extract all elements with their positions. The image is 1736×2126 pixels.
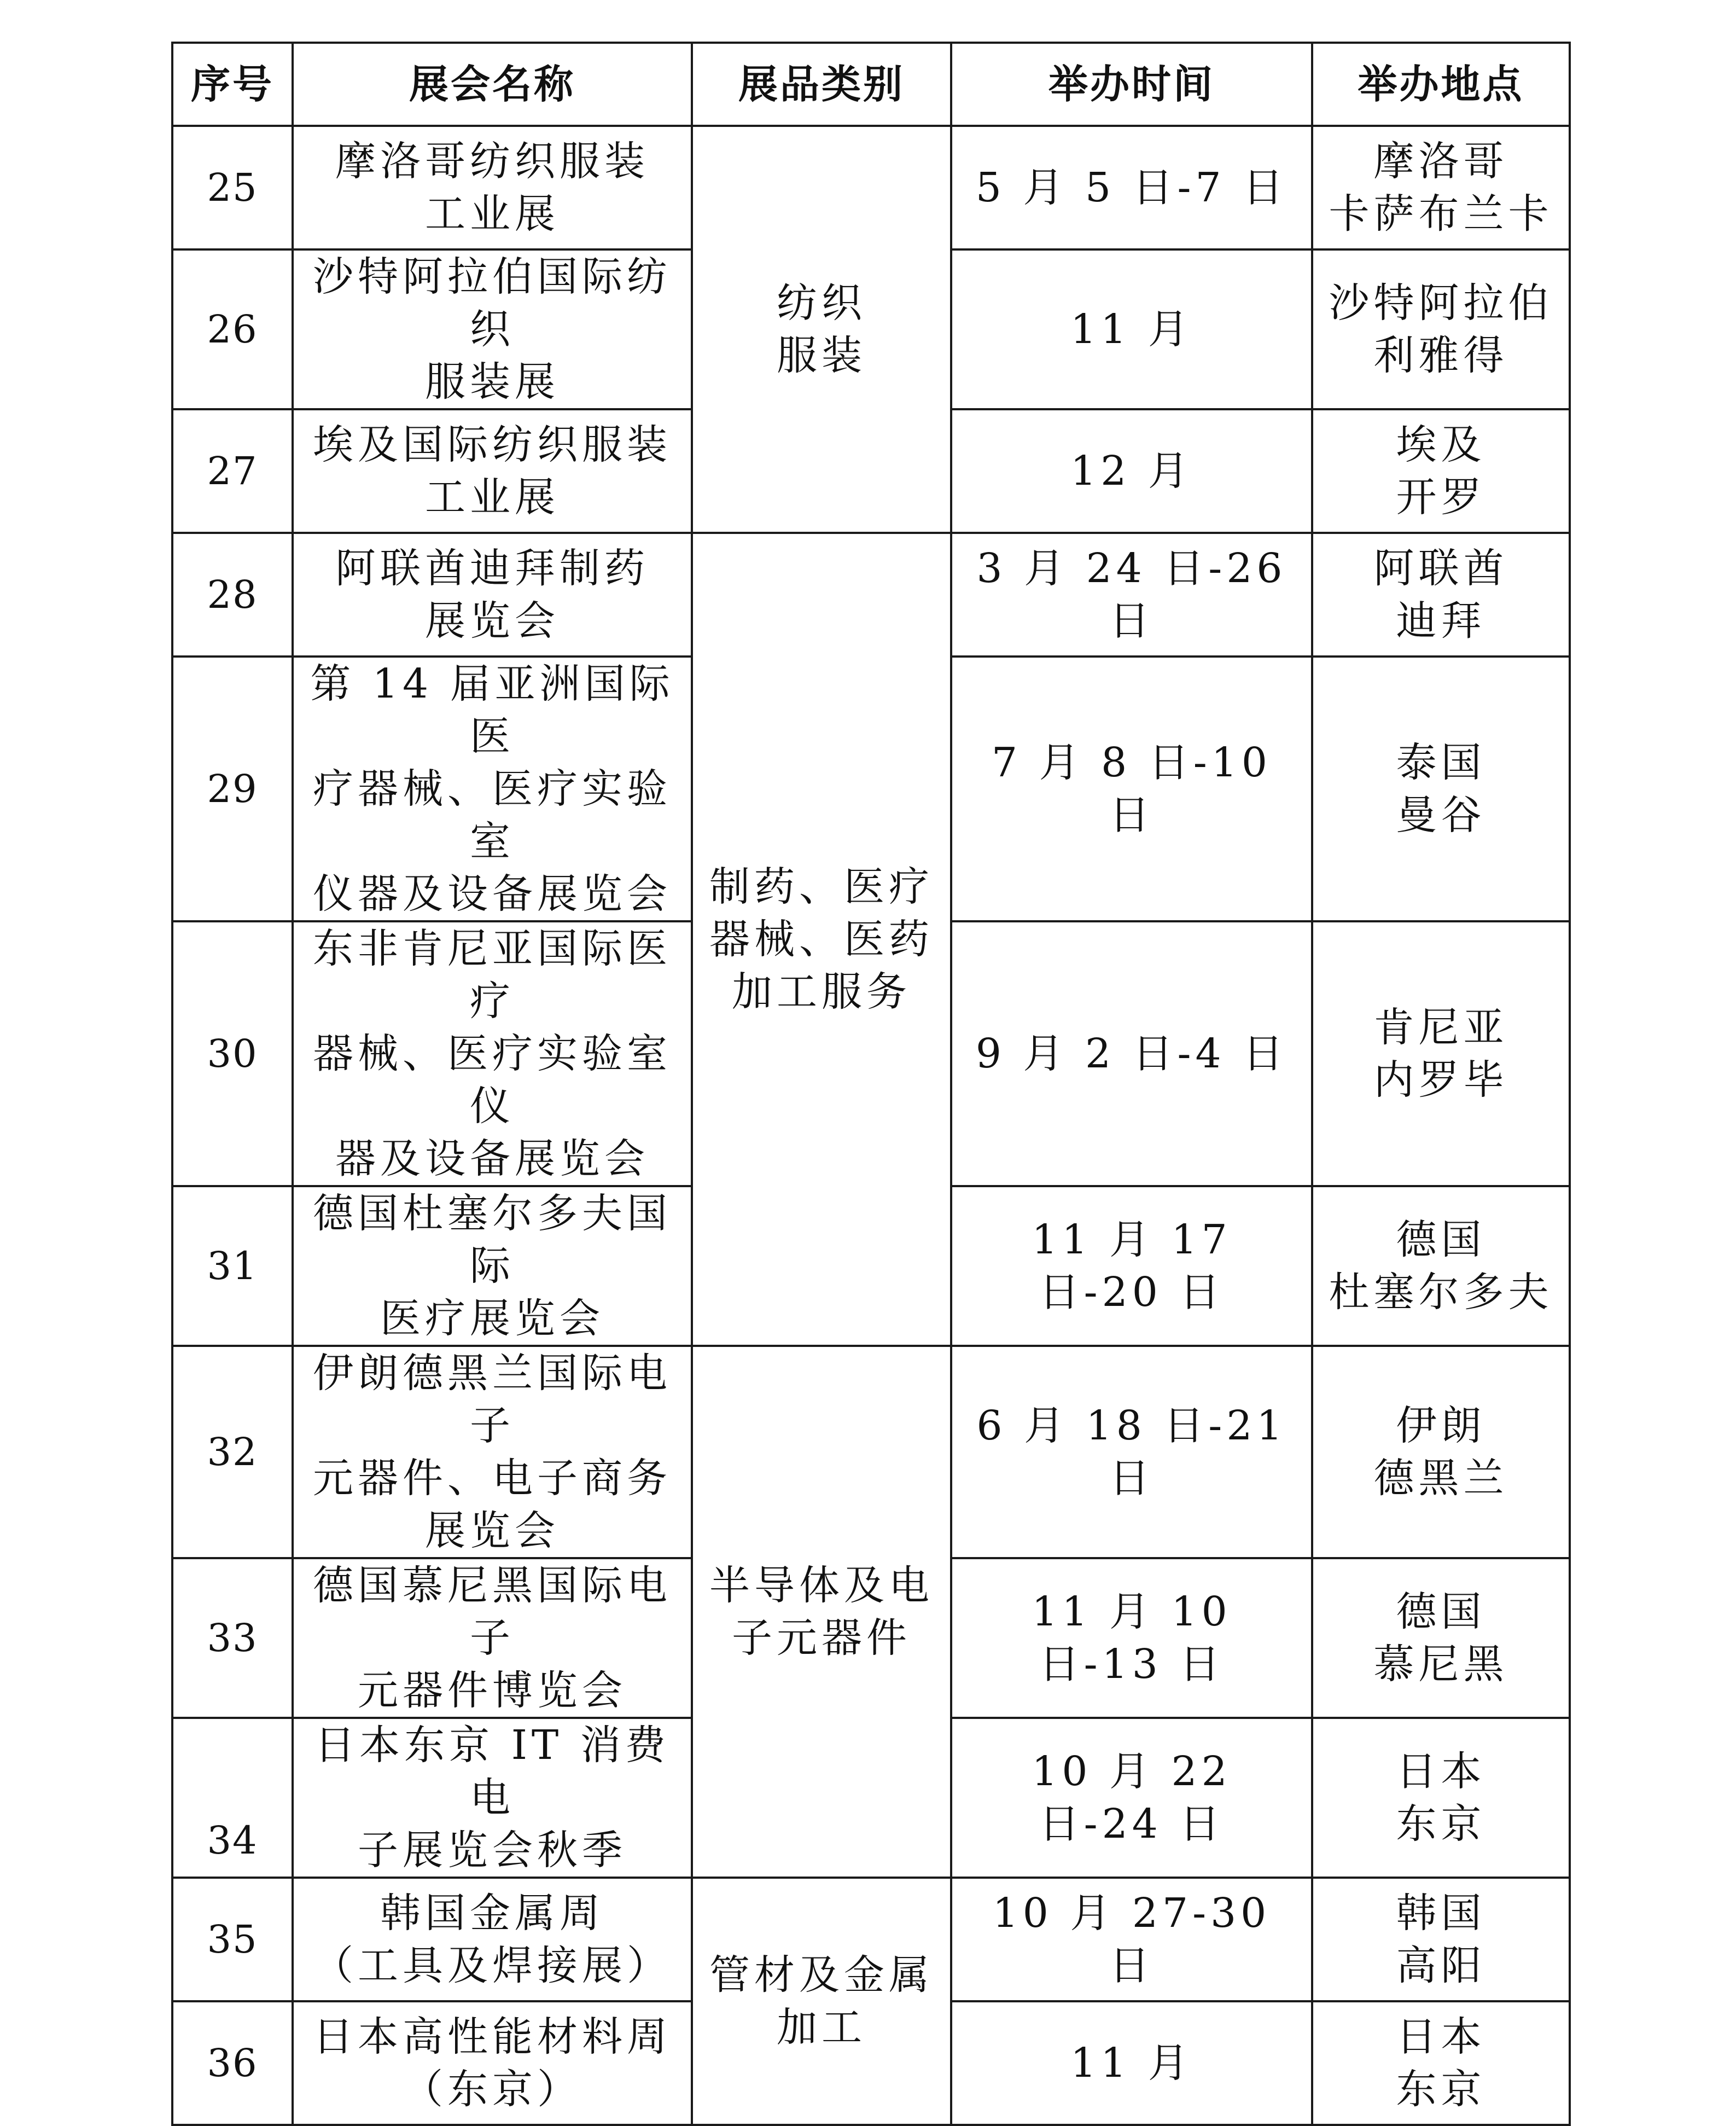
row-number: 32 xyxy=(172,1346,293,1558)
exhibition-location: 韩国 高阳 xyxy=(1312,1878,1570,2001)
row-number: 36 xyxy=(172,2001,293,2125)
exhibition-location: 日本 东京 xyxy=(1312,2001,1570,2125)
table-row xyxy=(172,126,1570,249)
exhibition-location: 日本 东京 xyxy=(1312,1718,1570,1878)
header-location: 举办地点 xyxy=(1312,43,1570,126)
row-number: 28 xyxy=(172,533,293,657)
row-number: 25 xyxy=(172,126,293,249)
exhibition-name: 摩洛哥纺织服装 工业展 xyxy=(293,126,692,249)
row-number: 34 xyxy=(172,1718,293,1878)
category-cell: 纺织 服装 xyxy=(692,126,951,533)
exhibition-time: 11 月 10 日-13 日 xyxy=(951,1558,1312,1718)
exhibition-location: 沙特阿拉伯 利雅得 xyxy=(1312,249,1570,409)
exhibition-name: 德国慕尼黑国际电子 元器件博览会 xyxy=(293,1558,692,1718)
exhibition-location: 德国 慕尼黑 xyxy=(1312,1558,1570,1718)
exhibition-time: 7 月 8 日-10 日 xyxy=(951,657,1312,921)
exhibition-time: 10 月 27-30 日 xyxy=(951,1878,1312,2001)
exhibition-location: 泰国 曼谷 xyxy=(1312,657,1570,921)
table-row xyxy=(172,1346,1570,1558)
table-row xyxy=(172,533,1570,657)
header-exhibition-name: 展会名称 xyxy=(293,43,692,126)
exhibition-time: 5 月 5 日-7 日 xyxy=(951,126,1312,249)
row-number: 29 xyxy=(172,657,293,921)
row-number: 30 xyxy=(172,921,293,1186)
exhibition-name: 德国杜塞尔多夫国际 医疗展览会 xyxy=(293,1186,692,1346)
exhibition-time: 11 月 17 日-20 日 xyxy=(951,1186,1312,1346)
exhibition-time: 3 月 24 日-26 日 xyxy=(951,533,1312,657)
header-time: 举办时间 xyxy=(951,43,1312,126)
exhibition-table xyxy=(171,42,1571,2126)
exhibition-time: 12 月 xyxy=(951,409,1312,533)
exhibition-location: 伊朗 德黑兰 xyxy=(1312,1346,1570,1558)
exhibition-name: 日本东京 IT 消费电 子展览会秋季 xyxy=(293,1718,692,1878)
category-cell: 制药、医疗 器械、医药 加工服务 xyxy=(692,533,951,1346)
exhibition-name: 东非肯尼亚国际医疗 器械、医疗实验室仪 器及设备展览会 xyxy=(293,921,692,1186)
exhibition-name: 阿联酋迪拜制药 展览会 xyxy=(293,533,692,657)
table-header-row xyxy=(172,43,1570,126)
category-cell: 半导体及电 子元器件 xyxy=(692,1346,951,1878)
exhibition-name: 第 14 届亚洲国际医 疗器械、医疗实验室 仪器及设备展览会 xyxy=(293,657,692,921)
exhibition-time: 10 月 22 日-24 日 xyxy=(951,1718,1312,1878)
exhibition-time: 9 月 2 日-4 日 xyxy=(951,921,1312,1186)
category-cell: 管材及金属 加工 xyxy=(692,1878,951,2125)
row-number: 27 xyxy=(172,409,293,533)
exhibition-name: 日本高性能材料周 （东京） xyxy=(293,2001,692,2125)
exhibition-name: 沙特阿拉伯国际纺织 服装展 xyxy=(293,249,692,409)
exhibition-location: 德国 杜塞尔多夫 xyxy=(1312,1186,1570,1346)
exhibition-name: 伊朗德黑兰国际电子 元器件、电子商务 展览会 xyxy=(293,1346,692,1558)
table-row xyxy=(172,1878,1570,2001)
exhibition-location: 埃及 开罗 xyxy=(1312,409,1570,533)
row-number: 26 xyxy=(172,249,293,409)
exhibition-location: 摩洛哥 卡萨布兰卡 xyxy=(1312,126,1570,249)
exhibition-name: 埃及国际纺织服装 工业展 xyxy=(293,409,692,533)
row-number: 35 xyxy=(172,1878,293,2001)
exhibition-location: 阿联酋 迪拜 xyxy=(1312,533,1570,657)
row-number: 33 xyxy=(172,1558,293,1718)
exhibition-time: 6 月 18 日-21 日 xyxy=(951,1346,1312,1558)
header-category: 展品类别 xyxy=(692,43,951,126)
exhibition-time: 11 月 xyxy=(951,249,1312,409)
exhibition-name: 韩国金属周 （工具及焊接展） xyxy=(293,1878,692,2001)
header-serial-number: 序号 xyxy=(172,43,293,126)
row-number: 31 xyxy=(172,1186,293,1346)
exhibition-location: 肯尼亚 内罗毕 xyxy=(1312,921,1570,1186)
exhibition-time: 11 月 xyxy=(951,2001,1312,2125)
